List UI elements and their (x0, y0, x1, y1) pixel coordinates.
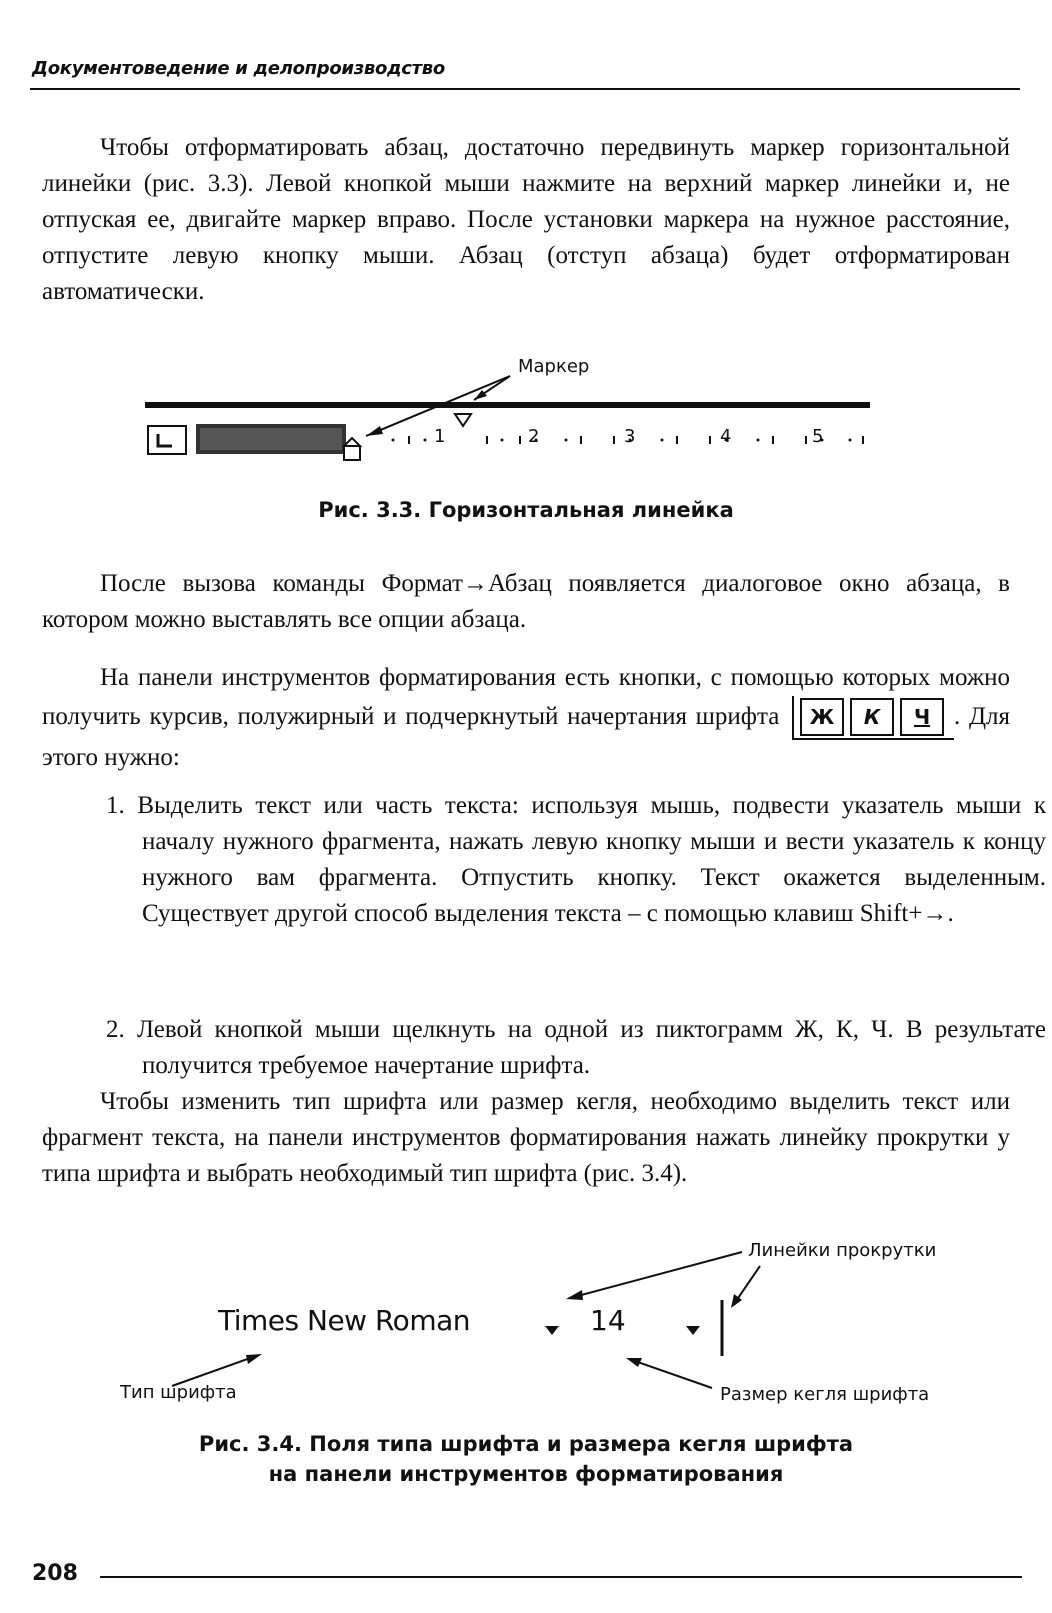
ruler-number-4: 4 (720, 426, 732, 447)
figure-caption-3-3: Рис. 3.3. Горизонтальная линейка (318, 498, 734, 522)
scroll-bars-label: Линейки прокрутки (748, 1240, 937, 1261)
paragraph-ruler-intro: Чтобы отформатировать абзац, достаточно передвинуть маркер горизонтальной линейки (рис. 3.3). Левой кнопкой мыши нажмите на верхний маркер линейки и, не отпуская ее, двигайте маркер вправо. После установки маркера на нужное расстояние, отпустите левую кнопку мыши. Абзац (отступ абзаца) будет отформатирован автоматически. (42, 134, 1010, 305)
figure-caption-3-4-line2: на панели инструментов форматирования (268, 1462, 784, 1486)
italic-button[interactable]: К (850, 698, 894, 736)
paragraph-format-buttons (42, 660, 1010, 776)
ruler-number-2: 2 (528, 426, 540, 447)
running-header: Документоведение и делопроизводство (32, 58, 445, 79)
font-name-field[interactable]: Times New Roman (218, 1304, 470, 1337)
font-type-label: Тип шрифта (120, 1382, 237, 1403)
marker-label: Маркер (518, 356, 590, 377)
format-button-group (792, 696, 954, 740)
header-rule (30, 88, 1020, 90)
list-item: 1. Выделить текст или часть текста: используя мышь, подвести указатель мыши к началу нужного фрагмента, нажать левую кнопку мыши и вести указатель к концу нужного вам фрагмента. Отпустить кнопку. Текст окажется выделенным. Существует другой способ выделения текста – с помощью клавиш Shift+→. (106, 792, 1046, 927)
ruler-number-1: 1 (434, 426, 446, 447)
underline-button[interactable]: Ч (900, 698, 944, 736)
footer-rule (100, 1576, 1022, 1578)
list-item: 2. Левой кнопкой мыши щелкнуть на одной из пиктограмм Ж, К, Ч. В результате получится требуемое начертание шрифта. (106, 1016, 1046, 1079)
bold-button[interactable]: Ж (800, 698, 844, 736)
page-number: 208 (32, 1561, 78, 1586)
paragraph-format-command: После вызова команды Формат→Абзац появляется диалоговое окно абзаца, в котором можно выставлять все опции абзаца. (42, 570, 1010, 633)
figure-caption-3-4-line1: Рис. 3.4. Поля типа шрифта и размера кегля шрифта (198, 1432, 854, 1456)
font-size-field[interactable]: 14 (590, 1304, 626, 1337)
font-size-label: Размер кегля шрифта (720, 1384, 930, 1405)
ruler-number-3: 3 (624, 426, 636, 447)
paragraph-font-change: Чтобы изменить тип шрифта или размер кегля, необходимо выделить текст или фрагмент текста, на панели инструментов форматирования нажать линейку прокрутки у типа шрифта и выбрать необходимый тип шрифта (рис. 3.4). (42, 1088, 1010, 1187)
paragraph-format-buttons-text: На панели инструментов форматирования есть кнопки, с помощью которых можно получить курсив, полужирный и подчеркнутый начертания шрифта (42, 664, 1010, 730)
ruler-number-5: 5 (812, 426, 824, 447)
paragraph-format-buttons-tail: . Для этого нужно: (42, 702, 1011, 772)
